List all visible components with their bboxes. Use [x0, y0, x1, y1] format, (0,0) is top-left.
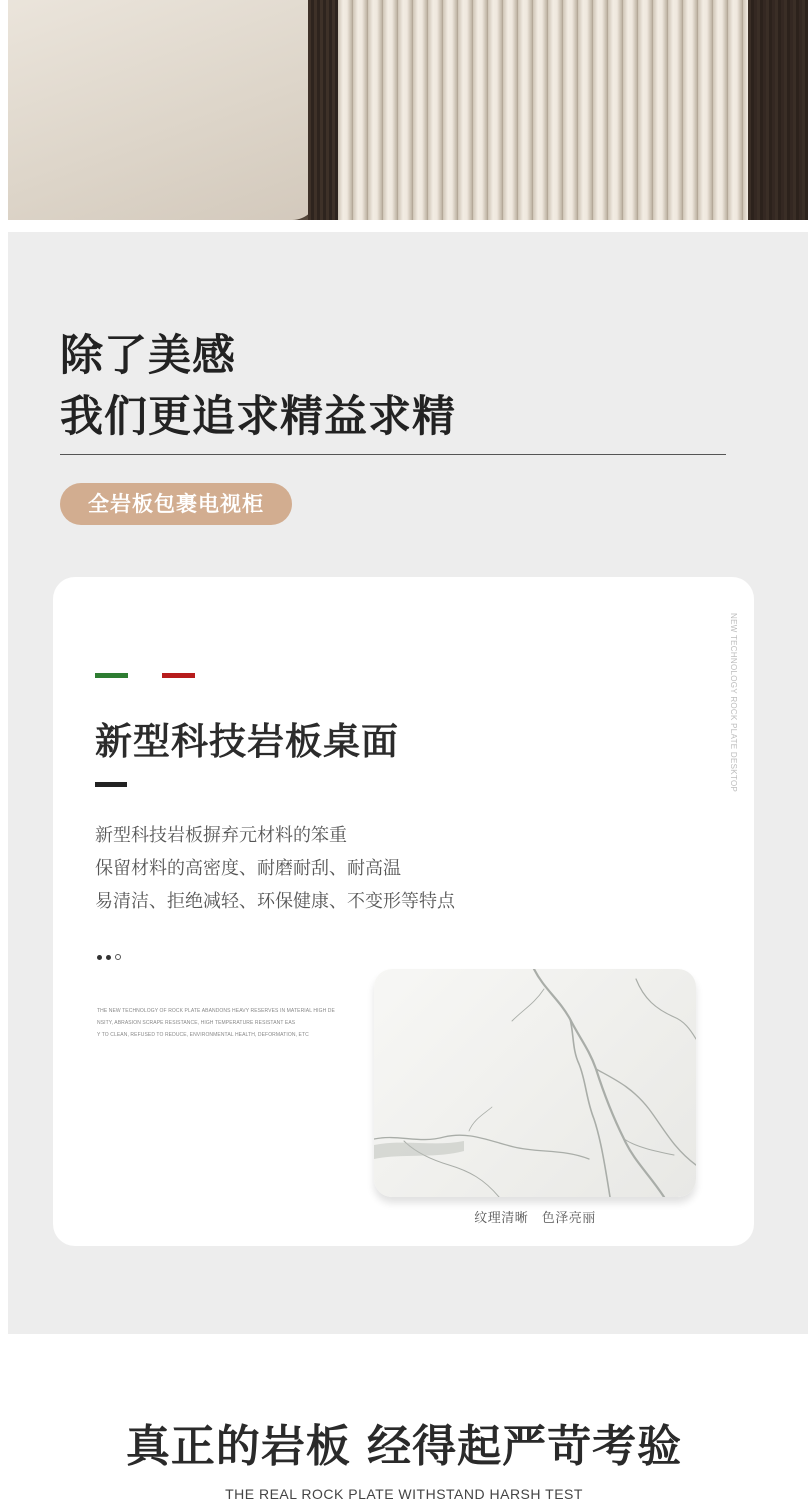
cabinet-panel — [8, 0, 318, 220]
feature-title: 新型科技岩板桌面 — [95, 720, 399, 763]
wood-wall — [748, 0, 808, 220]
marble-veins — [374, 969, 696, 1197]
flag-stripe-red — [162, 673, 195, 678]
feature-section — [8, 232, 808, 1334]
feature-description — [95, 819, 455, 918]
english-line: Y TO CLEAN, REFUSED TO REDUCE, ENVIRONMENTAL HEALTH, DEFORMATION, ETC — [97, 1032, 309, 1038]
english-description — [97, 1005, 335, 1041]
headline-line-2: 我们更追求精益求精 — [60, 392, 456, 442]
english-line: NSITY, ABRASION SCRAPE RESISTANCE, HIGH TEMPERATURE RESISTANT EAS — [97, 1020, 296, 1026]
fluted-panel — [338, 0, 758, 220]
category-tag: 全岩板包裹电视柜 — [60, 483, 292, 525]
headline-line-1: 除了美感 — [60, 331, 236, 381]
marble-caption: 纹理清晰 色泽亮丽 — [474, 1211, 596, 1226]
desc-line: 新型科技岩板摒弃元材料的笨重 — [95, 825, 347, 846]
dot-icon — [106, 955, 111, 960]
desc-line: 保留材料的高密度、耐磨耐刮、耐高温 — [95, 858, 401, 879]
italian-flag-bar — [95, 673, 195, 678]
divider — [60, 454, 726, 455]
english-line: THE NEW TECHNOLOGY OF ROCK PLATE ABANDONS HEAVY RESERVES IN MATERIAL HIGH DE — [97, 1008, 335, 1014]
feature-card — [53, 577, 754, 1246]
test-section-title: 真正的岩板 经得起严苛考验 — [125, 1421, 683, 1472]
hero-photo — [8, 0, 808, 220]
dots-ornament — [97, 954, 121, 960]
dot-icon — [97, 955, 102, 960]
title-underline — [95, 782, 127, 787]
desc-line: 易清洁、拒绝减轻、环保健康、不变形等特点 — [95, 891, 455, 912]
intro-headline — [60, 326, 456, 448]
test-section-subtitle: THE REAL ROCK PLATE WITHSTAND HARSH TEST — [225, 1486, 583, 1502]
flag-stripe-green — [95, 673, 128, 678]
vertical-english-label: NEW TECHNOLOGY ROCK PLATE DESKTOP — [729, 613, 738, 793]
dot-outline-icon — [115, 954, 121, 960]
flag-stripe-white — [128, 673, 161, 678]
marble-sample-image — [374, 969, 696, 1197]
